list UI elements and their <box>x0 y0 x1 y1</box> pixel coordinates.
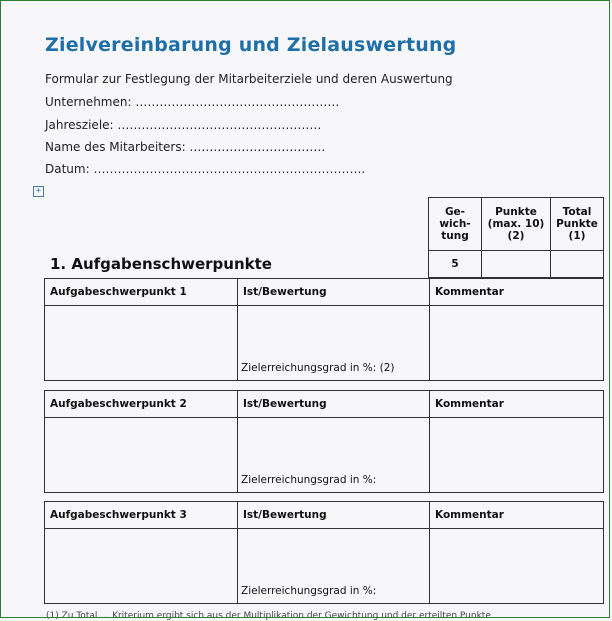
footnote: (1) Zu Total … Kriterium ergibt sich aus der Multiplikation der Gewichtung und der erteilten Punkte <box>46 611 491 621</box>
header-total-punkte: Total Punkte (1) <box>551 198 604 251</box>
block-1-zielerreichung: Zielerreichungsgrad in %: (2) <box>241 362 395 374</box>
document-title: Zielvereinbarung und Zielauswertung <box>45 34 457 56</box>
block-2-zielerreichung: Zielerreichungsgrad in %: <box>241 474 377 486</box>
block-2-col-ist: Ist/Bewertung <box>238 391 430 418</box>
field-mitarbeiter-name[interactable]: Name des Mitarbeiters: ……………………………. <box>45 140 326 154</box>
field-jahresziele[interactable]: Jahresziele: …………………………………………… <box>45 118 322 132</box>
block-3-col-ist: Ist/Bewertung <box>238 502 430 529</box>
gewichtung-value: 5 <box>429 251 482 278</box>
section-title: 1. Aufgabenschwerpunkte <box>50 255 272 273</box>
block-1-col-ist: Ist/Bewertung <box>238 279 430 306</box>
block-3-col-aufgabe: Aufgabeschwerpunkt 3 <box>45 502 238 529</box>
table-move-handle-icon[interactable]: + <box>33 186 44 197</box>
header-gewichtung: Ge- wich- tung <box>429 198 482 251</box>
block-2-col-kommentar: Kommentar <box>430 391 604 418</box>
block-3-zielerreichung: Zielerreichungsgrad in %: <box>241 585 377 597</box>
field-unternehmen[interactable]: Unternehmen: …………………………………………… <box>45 95 340 109</box>
field-datum[interactable]: Datum: ………………………………………………………….. <box>45 162 366 176</box>
block-1-col-aufgabe: Aufgabeschwerpunkt 1 <box>45 279 238 306</box>
block-1-col-kommentar: Kommentar <box>430 279 604 306</box>
block-3-col-kommentar: Kommentar <box>430 502 604 529</box>
header-punkte: Punkte (max. 10) (2) <box>482 198 551 251</box>
block-2-col-aufgabe: Aufgabeschwerpunkt 2 <box>45 391 238 418</box>
document-subtitle: Formular zur Festlegung der Mitarbeiterziele und deren Auswertung <box>45 72 453 86</box>
